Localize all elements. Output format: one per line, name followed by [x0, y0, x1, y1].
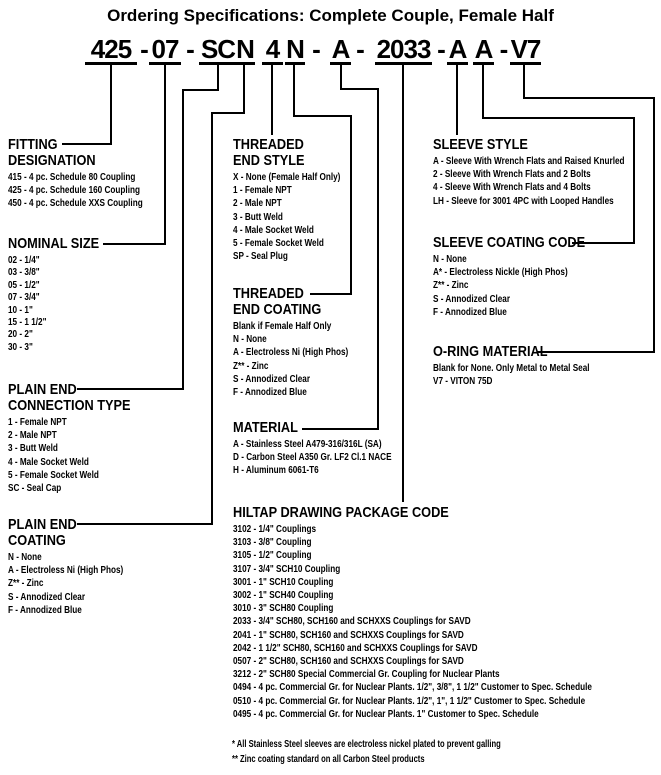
section-heading [8, 137, 223, 169]
list-item: 0510 - 4 pc. Commercial Gr. for Nuclear Plants. 1/2", 1", 1 1/2" Customer to Spec. Schedule [233, 694, 586, 707]
section-threaded-end-coating [233, 286, 413, 399]
list-item: A* - Electroless Nickle (High Phos) [433, 266, 568, 279]
section-plain-end-connection-type [8, 382, 178, 495]
section-heading-line: THREADED [233, 285, 304, 302]
list-item: V7 - VITON 75D [433, 375, 493, 388]
section-heading-line: PLAIN END [8, 516, 77, 533]
list-item: N - None [8, 551, 42, 563]
list-item: 10 - 1" [8, 303, 33, 316]
section-heading [233, 505, 658, 521]
list-item: 3 - Butt Weld [233, 210, 283, 223]
connector-line [110, 64, 112, 145]
section-heading-line: THREADED [233, 136, 304, 153]
section-heading [8, 382, 178, 414]
list-item: 450 - 4 pc. Schedule XXS Coupling [8, 197, 143, 210]
section-item-list [233, 171, 413, 263]
connector-line [340, 88, 379, 90]
section-item-list [233, 320, 413, 399]
list-item: H - Aluminum 6061-T6 [233, 464, 319, 477]
section-sleeve-coating-code [433, 235, 643, 319]
part-token-oring: V7 [510, 34, 541, 64]
list-item: N - None [233, 333, 267, 346]
connector-line [293, 115, 352, 117]
connector-line [523, 64, 525, 99]
section-item-list [233, 523, 658, 721]
list-item: 2 - Sleeve With Wrench Flats and 2 Bolts [433, 168, 591, 181]
section-heading-line: END STYLE [233, 152, 305, 169]
connector-line [293, 64, 295, 117]
list-item: 2 - Male NPT [233, 197, 282, 210]
list-item: 4 - Male Socket Weld [8, 455, 89, 468]
section-heading [233, 420, 433, 436]
part-token-plain-end-coating: N [236, 34, 254, 64]
part-token-dash: - [312, 34, 320, 64]
part-token-threaded-coating: N [286, 34, 304, 64]
part-token-dash: - [186, 34, 194, 64]
section-heading-line: COATING [8, 532, 66, 549]
list-item: D - Carbon Steel A350 Gr. LF2 Cl.1 NACE [233, 451, 392, 464]
section-heading-line: NOMINAL SIZE [8, 235, 100, 252]
list-item: 3212 - 2" SCH80 Special Commercial Gr. Coupling for Nuclear Plants [233, 668, 500, 681]
section-fitting-designation [8, 137, 223, 211]
connector-line [456, 64, 458, 135]
section-heading-line: CONNECTION TYPE [8, 397, 131, 414]
connector-line [243, 64, 245, 114]
connector-line [482, 117, 635, 119]
list-item: 3105 - 1/2" Coupling [233, 549, 312, 562]
list-item: 07 - 3/4" [8, 291, 40, 304]
section-o-ring-material [433, 344, 653, 388]
part-token-dash: - [356, 34, 364, 64]
section-heading-line: FITTING [8, 136, 58, 153]
list-item: 03 - 3/8" [8, 266, 40, 279]
section-heading-line: END COATING [233, 301, 322, 318]
list-item: A - Sleeve With Wrench Flats and Raised Knurled [433, 155, 625, 167]
section-sleeve-style [433, 137, 658, 208]
list-item: LH - Sleeve for 3001 4PC with Looped Handles [433, 194, 614, 207]
list-item: S - Annodized Clear [233, 372, 311, 385]
list-item: 2042 - 1 1/2" SCH80, SCH160 and SCHXXS Couplings for SAVD [233, 641, 478, 654]
list-item: 4 - Sleeve With Wrench Flats and 4 Bolts [433, 181, 591, 194]
connector-line [523, 97, 655, 99]
connector-line [217, 64, 219, 91]
section-plain-end-coating [8, 517, 178, 617]
section-heading [433, 344, 653, 360]
part-token-dash: - [437, 34, 445, 64]
page-title: Ordering Specifications: Complete Couple, Female Half [107, 6, 554, 25]
list-item: X - None (Female Half Only) [233, 171, 341, 183]
connector-line [182, 89, 184, 390]
connector-line [340, 64, 342, 90]
footnote [232, 737, 586, 752]
section-heading-line: O-RING MATERIAL [433, 343, 548, 360]
section-heading [8, 236, 158, 252]
section-item-list [233, 438, 433, 478]
section-threaded-end-style [233, 137, 413, 263]
list-item: 3002 - 1" SCH40 Coupling [233, 589, 334, 602]
list-item: 2033 - 3/4" SCH80, SCH160 and SCHXXS Couplings for SAVD [233, 615, 471, 628]
part-token-dash: - [140, 34, 148, 64]
list-item: Blank for None. Only Metal to Metal Seal [433, 362, 590, 374]
part-token-sleeve-coating: A [474, 34, 493, 64]
part-token-fitting: 425 [85, 36, 137, 65]
list-item: F - Annodized Blue [233, 386, 307, 399]
list-item: S - Annodized Clear [8, 590, 86, 603]
list-item: A - Electroless Ni (High Phos) [233, 346, 349, 359]
section-item-list [8, 254, 158, 353]
connector-line [653, 97, 655, 353]
section-heading-line: PLAIN END [8, 381, 77, 398]
section-item-list [8, 551, 178, 617]
section-heading [233, 286, 413, 318]
list-item: SC - Seal Cap [8, 482, 62, 495]
list-item: 5 - Female Socket Weld [8, 468, 99, 481]
section-heading-line: SLEEVE COATING CODE [433, 234, 586, 251]
list-item: Z** - Zinc [433, 279, 469, 292]
section-heading-line: MATERIAL [233, 419, 298, 436]
list-item: SP - Seal Plug [233, 250, 288, 263]
list-item: 3010 - 3" SCH80 Coupling [233, 602, 334, 615]
list-item: 3 - Butt Weld [8, 442, 58, 455]
list-item: 3102 - 1/4" Couplings [233, 523, 317, 535]
section-heading [433, 235, 643, 251]
list-item: 0507 - 2" SCH80, SCH160 and SCHXXS Couplings for SAVD [233, 655, 464, 668]
list-item: 30 - 3" [8, 340, 33, 353]
part-token-drawing-code: 2033 [376, 34, 431, 64]
connector-line [182, 89, 219, 91]
section-item-list [433, 362, 653, 388]
footnote-text: * All Stainless Steel sleeves are electroless nickel plated to prevent galling [232, 739, 501, 750]
list-item: A - Stainless Steel A479-316/316L (SA) [233, 438, 382, 450]
section-heading-line: SLEEVE STYLE [433, 136, 528, 153]
list-item: 20 - 2" [8, 328, 33, 341]
part-token-plain-end-type: SC [200, 34, 236, 64]
section-item-list [8, 416, 178, 495]
part-token-sleeve-style: A [448, 34, 467, 64]
list-item: Blank if Female Half Only [233, 320, 332, 332]
list-item: Z** - Zinc [233, 359, 269, 372]
part-token-nominal-size: 07 [149, 36, 181, 65]
list-item: N - None [433, 253, 467, 265]
footnote [232, 752, 485, 767]
list-item: 15 - 1 1/2" [8, 316, 47, 329]
list-item: S - Annodized Clear [433, 292, 511, 305]
section-nominal-size [8, 236, 158, 353]
list-item: 3107 - 3/4" SCH10 Coupling [233, 562, 341, 575]
list-item: 2 - Male NPT [8, 429, 57, 442]
list-item: A - Electroless Ni (High Phos) [8, 564, 124, 577]
list-item: 02 - 1/4" [8, 254, 40, 266]
section-hiltap-drawing-package-code [233, 505, 658, 721]
list-item: 2041 - 1" SCH80, SCH160 and SCHXXS Couplings for SAVD [233, 628, 464, 641]
list-item: 5 - Female Socket Weld [233, 237, 324, 250]
list-item: 4 - Male Socket Weld [233, 223, 314, 236]
section-heading [433, 137, 658, 153]
section-heading-line: DESIGNATION [8, 152, 96, 169]
list-item: 05 - 1/2" [8, 278, 40, 291]
section-material [233, 420, 433, 478]
section-heading [233, 137, 413, 169]
list-item: 0495 - 4 pc. Commercial Gr. for Nuclear Plants. 1" Customer to Spec. Schedule [233, 707, 539, 720]
list-item: 0494 - 4 pc. Commercial Gr. for Nuclear Plants. 1/2", 3/8", 1 1/2" Customer to Spec. Schedule [233, 681, 592, 694]
part-token-threaded-style: 4 [262, 36, 283, 65]
section-item-list [433, 253, 643, 319]
footnote-text: ** Zinc coating standard on all Carbon Steel products [232, 754, 425, 765]
connector-line [271, 64, 273, 135]
list-item: F - Annodized Blue [433, 305, 507, 318]
list-item: 415 - 4 pc. Schedule 80 Coupling [8, 171, 136, 183]
part-token-dash: - [499, 34, 508, 64]
part-token-material: A [331, 34, 350, 64]
connector-line [211, 112, 245, 114]
list-item: 1 - Female NPT [233, 184, 292, 197]
section-item-list [8, 171, 223, 211]
connector-line [482, 64, 484, 119]
list-item: Z** - Zinc [8, 577, 44, 590]
list-item: 3001 - 1" SCH10 Coupling [233, 575, 334, 588]
list-item: 3103 - 3/8" Coupling [233, 536, 312, 549]
list-item: 1 - Female NPT [8, 416, 67, 428]
section-item-list [433, 155, 658, 208]
list-item: F - Annodized Blue [8, 603, 82, 616]
list-item: 425 - 4 pc. Schedule 160 Coupling [8, 184, 140, 197]
section-heading-line: HILTAP DRAWING PACKAGE CODE [233, 504, 449, 521]
section-heading [8, 517, 178, 549]
